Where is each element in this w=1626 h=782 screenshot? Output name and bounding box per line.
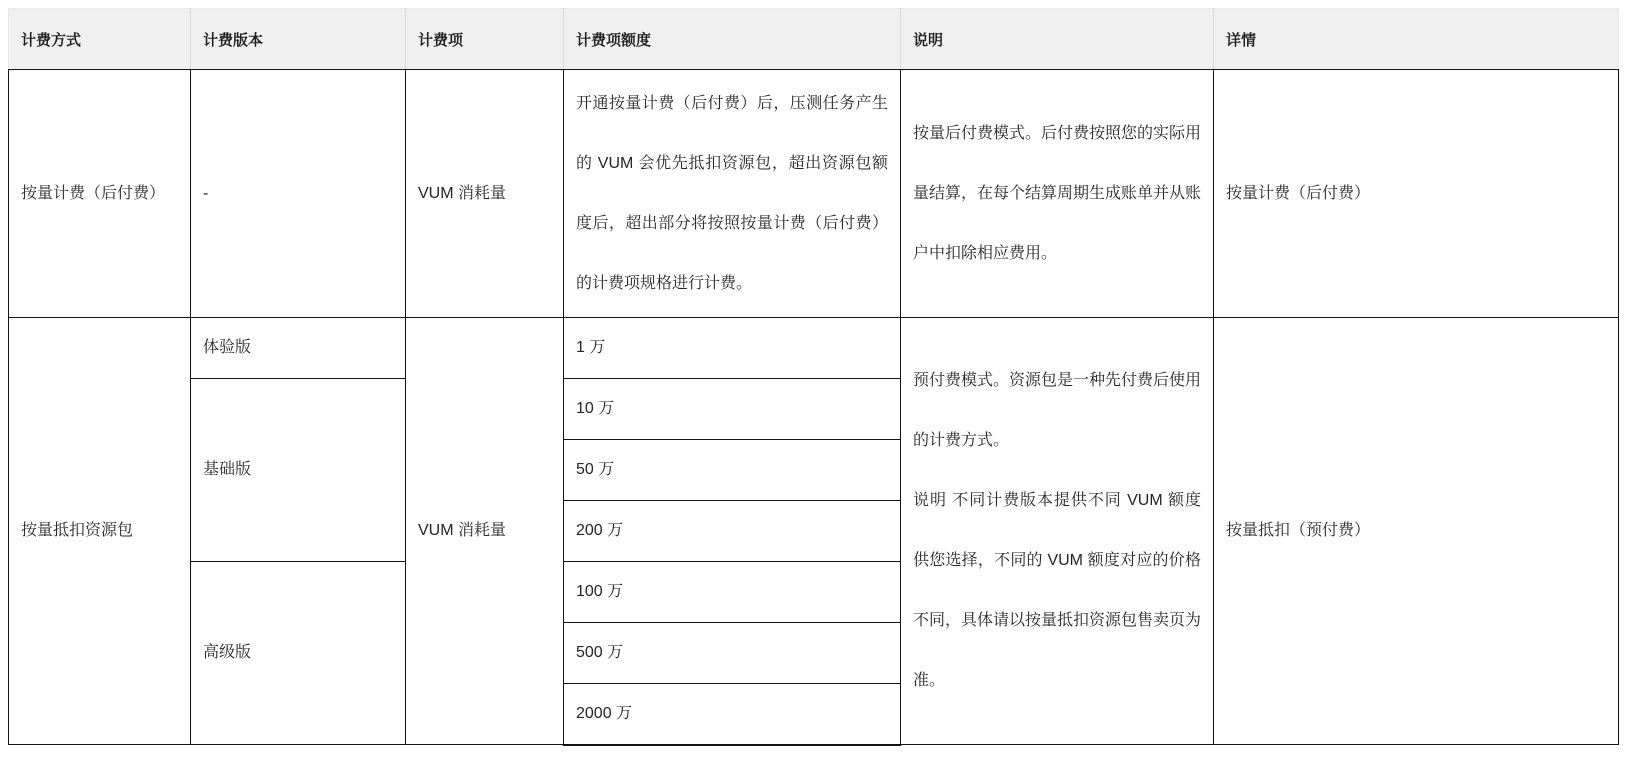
pack-item-text: VUM 消耗量 [418,522,507,539]
cell-quota-10k [564,318,901,379]
postpaid-description-text: 按量后付费模式。后付费按照您的实际用量结算，在每个结算周期生成账单并从账户中扣除相应费用。 [913,124,1202,262]
cell-postpaid-version [191,70,406,318]
cell-pack-description [901,318,1214,745]
cell-pack-item [406,318,564,745]
header-billing-version [191,9,406,70]
cell-pack-method [9,318,191,745]
quota-10k-text: 1 万 [576,339,606,356]
header-billing-version-label: 计费版本 [203,31,264,49]
postpaid-item-text: VUM 消耗量 [418,184,507,202]
pack-details-text: 按量抵扣（预付费） [1226,522,1371,539]
header-details [1214,9,1619,70]
quota-500k-text: 50 万 [576,461,615,478]
quota-2m-text: 200 万 [576,522,624,539]
cell-version-trial [191,318,406,379]
postpaid-quota-text: 开通按量计费（后付费）后，压测任务产生的 VUM 会优先抵扣资源包，超出资源包额度后，超出部分将按照按量计费（后付费）的计费项规格进行计费。 [576,94,888,292]
cell-postpaid-details [1214,70,1619,318]
cell-quota-20m [564,684,901,745]
billing-table [8,8,1619,746]
version-trial-text: 体验版 [203,339,252,356]
table-row-postpaid [9,70,1619,318]
cell-postpaid-quota [564,70,901,318]
header-details-label: 详情 [1226,31,1257,49]
version-premium-text: 高级版 [203,644,252,661]
cell-quota-1m [564,562,901,623]
cell-version-premium [191,562,406,745]
cell-postpaid-method [9,70,191,318]
header-billing-item [406,9,564,70]
cell-postpaid-description [901,70,1214,318]
header-billing-quota-label: 计费项额度 [576,31,652,49]
header-billing-method-label: 计费方式 [21,31,82,49]
cell-postpaid-item [406,70,564,318]
cell-quota-500k [564,440,901,501]
header-description [901,9,1214,70]
cell-quota-5m [564,623,901,684]
header-billing-method [9,9,191,70]
header-billing-quota [564,9,901,70]
cell-pack-details [1214,318,1619,745]
cell-quota-2m [564,501,901,562]
header-billing-item-label: 计费项 [418,31,464,49]
version-basic-text: 基础版 [203,461,252,478]
header-description-label: 说明 [913,31,944,49]
postpaid-method-text: 按量计费（后付费） [21,184,166,202]
quota-1m-text: 100 万 [576,583,624,600]
cell-version-basic [191,379,406,562]
billing-table-container [8,8,1618,746]
quota-5m-text: 500 万 [576,644,624,661]
pack-description-p2: 说明 不同计费版本提供不同 VUM 额度供您选择，不同的 VUM 额度对应的价格不同，具体请以按量抵扣资源包售卖页为准。 [913,492,1202,689]
postpaid-version-text: - [203,184,209,202]
pack-description-p1: 预付费模式。资源包是一种先付费后使用的计费方式。 [913,372,1202,449]
postpaid-details-text: 按量计费（后付费） [1226,184,1371,202]
table-row-resource-pack-1 [9,318,1619,379]
pack-method-text: 按量抵扣资源包 [21,522,134,539]
cell-quota-100k [564,379,901,440]
quota-20m-text: 2000 万 [576,704,633,722]
quota-100k-text: 10 万 [576,400,615,417]
header-row [9,9,1619,70]
